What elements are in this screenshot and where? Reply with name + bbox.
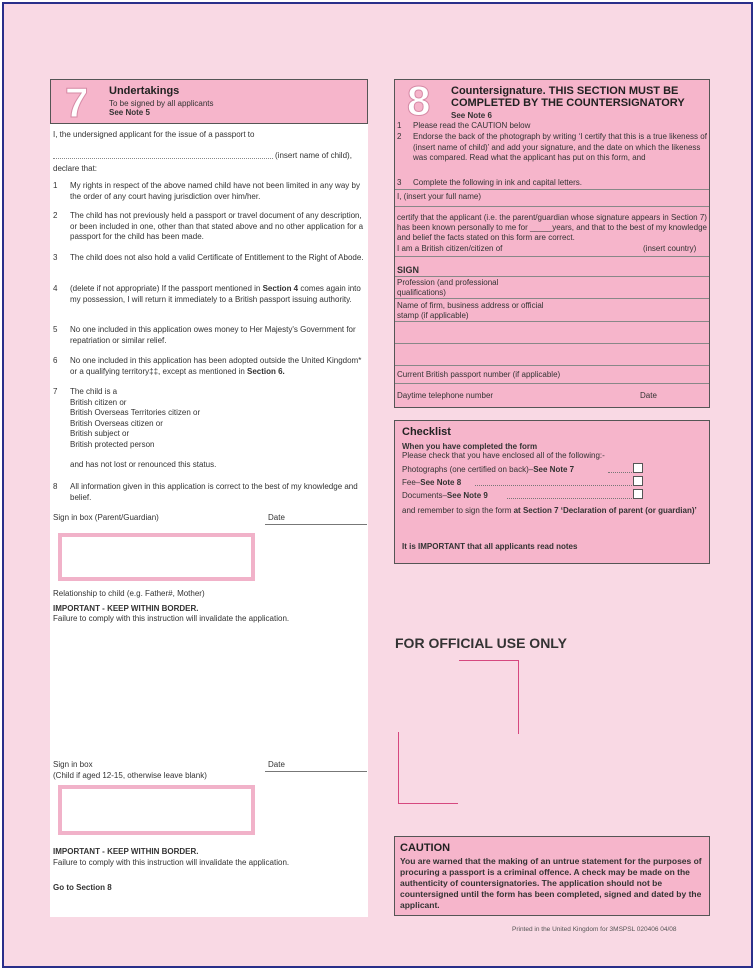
checklist-when: When you have completed the form	[402, 442, 538, 451]
sign-child-label: Sign in box	[53, 760, 93, 769]
profession-label: Profession (and professional qualifications)	[397, 278, 499, 297]
undertaking-4	[53, 284, 365, 305]
item-text: My rights in respect of the above named child have not been limited in any way by the order of any court having jurisdiction over him/her.	[70, 181, 360, 201]
caution-text: You are warned that the making of an untrue statement for the purposes of procuring a passport is a criminal offence. A check may be made on the authenticity of countersignatories. The application should not be countersigned until the form has been completed, signed and dated by the applicant.	[400, 856, 702, 910]
child-signature-box[interactable]	[58, 785, 255, 835]
declare-text: declare that:	[53, 164, 98, 173]
section-7-note: See Note 5	[109, 108, 150, 117]
insert-country-label: (insert country)	[643, 244, 697, 253]
insert-child-label: (insert name of child),	[275, 151, 352, 160]
date-label-1: Date	[268, 513, 285, 522]
section-7-panel	[50, 79, 368, 917]
official-mark-top	[459, 660, 519, 661]
passport-number-label: Current British passport number (if applicable)	[397, 370, 561, 379]
official-mark-right	[518, 660, 519, 734]
item-text: No one included in this application owes money to Her Majesty's Government for repatriation or similar relief.	[70, 325, 356, 345]
undertaking-5	[53, 325, 365, 346]
official-mark-bottom	[398, 803, 458, 804]
date-line-2[interactable]	[265, 771, 367, 772]
item-number: 6	[53, 356, 58, 365]
section-8-title: Countersignature. THIS SECTION MUST BE COMPLETED BY THE COUNTERSIGNATORY	[451, 85, 685, 109]
checklist-remember: and remember to sign the form at Section 7 ‘Declaration of parent (or guardian)’	[402, 506, 697, 515]
telephone-label: Daytime telephone number	[397, 391, 494, 400]
intro-text: I, the undersigned applicant for the issue of a passport to	[53, 130, 255, 139]
printed-footer: Printed in the United Kingdom for 3MSPSL 020406 04/08	[512, 926, 677, 933]
item-number: 3	[53, 253, 58, 262]
address-field-line[interactable]	[395, 343, 709, 344]
failure-text-2: Failure to comply with this instruction will invalidate the application.	[53, 858, 290, 867]
item-text: The child has not previously held a passport or travel document of any description, or been included in one, other than that stated above and no other application for a passport for the child has been made.	[70, 211, 364, 241]
item-number: 8	[53, 482, 58, 491]
section-8-panel	[394, 79, 710, 408]
sign-label: SIGN	[397, 265, 420, 275]
countersignature-field[interactable]	[395, 276, 709, 277]
item-text: No one included in this application has been adopted outside the United Kingdom* or a qualifying territory‡‡, except as mentioned in Section 6.	[70, 356, 362, 376]
undertaking-1	[53, 181, 365, 202]
section-7-header	[50, 79, 368, 124]
undertaking-7	[53, 387, 365, 471]
checklist-please: Please check that you have enclosed all of the following:-	[402, 451, 605, 460]
fee-checkbox[interactable]	[633, 476, 643, 486]
countersign-step-1: 1 Please read the CAUTION below	[397, 121, 531, 130]
certify-text: certify that the applicant (i.e. the parent/guardian whose signature appears in Section 7) has been known personally to me for _____years, and that to the best of my knowledge and belief the facts stated on this form are correct.	[397, 213, 707, 242]
checklist-important: It is IMPORTANT that all applicants read notes	[402, 542, 578, 551]
parent-signature-box[interactable]	[58, 533, 255, 581]
citizen-label: I am a British citizen/citizen of	[397, 244, 503, 253]
section-8-note: See Note 6	[451, 111, 492, 120]
item-text: The child is a British citizen or British Overseas Territories citizen or British Overseas citizen or British subject or British protected person and has not lost or renounced this status.	[70, 387, 217, 469]
failure-text-1: Failure to comply with this instruction will invalidate the application.	[53, 614, 290, 623]
item-text: The child does not also hold a valid Certificate of Entitlement to the Right of Abode.	[70, 253, 364, 262]
official-mark-left	[398, 732, 399, 804]
item-text: (delete if not appropriate) If the passport mentioned in Section 4 comes again into my possession, I will return it immediately to a British passport issuing authority.	[70, 284, 361, 304]
firm-label: Name of firm, business address or official stamp (if applicable)	[397, 301, 544, 320]
undertaking-6	[53, 356, 365, 377]
section-7-subtitle: To be signed by all applicants	[109, 99, 214, 108]
item-number: 2	[53, 211, 58, 220]
full-name-field[interactable]	[395, 206, 709, 207]
countersign-step-3: 3 Complete the following in ink and capital letters.	[397, 178, 582, 187]
goto-section-8: Go to Section 8	[53, 883, 112, 892]
undertaking-3	[53, 253, 365, 264]
child-name-line[interactable]	[53, 158, 273, 159]
item-number: 7	[53, 387, 58, 396]
important-text-2: IMPORTANT - KEEP WITHIN BORDER.	[53, 847, 199, 856]
documents-checkbox[interactable]	[633, 489, 643, 499]
checklist-panel	[394, 420, 710, 564]
countersign-step-2: 2 Endorse the back of the photograph by writing ‘I certify that this is a true likeness of (insert name of child)’ and add your signature, and the date on which the likeness was compared. Read what the applicant has put on this form, and	[397, 132, 707, 162]
photographs-checkbox[interactable]	[633, 463, 643, 473]
undertaking-2	[53, 211, 365, 243]
section-8-number: 8	[407, 77, 431, 124]
item-number: 1	[53, 181, 58, 190]
sign-parent-label: Sign in box (Parent/Guardian)	[53, 513, 159, 522]
caution-panel	[394, 836, 710, 916]
sign-child-sub: (Child if aged 12-15, otherwise leave blank)	[53, 771, 207, 780]
passport-form-page	[2, 2, 753, 968]
item-number: 4	[53, 284, 58, 293]
full-name-label: I, (insert your full name)	[397, 192, 482, 201]
caution-title: CAUTION	[400, 842, 451, 854]
important-text-1: IMPORTANT - KEEP WITHIN BORDER.	[53, 604, 199, 613]
passport-number-field[interactable]	[395, 383, 709, 384]
checklist-item-fee: Fee–See Note 8	[402, 478, 462, 487]
countersign-date-label: Date	[640, 391, 657, 400]
section-7-title: Undertakings	[109, 85, 180, 97]
profession-field[interactable]	[395, 298, 709, 299]
undertaking-8	[53, 482, 365, 503]
checklist-item-documents: Documents–See Note 9	[402, 491, 488, 500]
date-line-1[interactable]	[265, 524, 367, 525]
official-use-title: FOR OFFICIAL USE ONLY	[395, 635, 567, 651]
date-label-2: Date	[268, 760, 285, 769]
item-number: 5	[53, 325, 58, 334]
relationship-label: Relationship to child (e.g. Father#, Mother)	[53, 589, 205, 598]
section-7-number: 7	[65, 79, 89, 126]
checklist-item-photographs: Photographs (one certified on back)–See Note 7	[402, 465, 575, 474]
checklist-title: Checklist	[402, 426, 451, 438]
item-text: All information given in this application is correct to the best of my knowledge and belief.	[70, 482, 358, 502]
